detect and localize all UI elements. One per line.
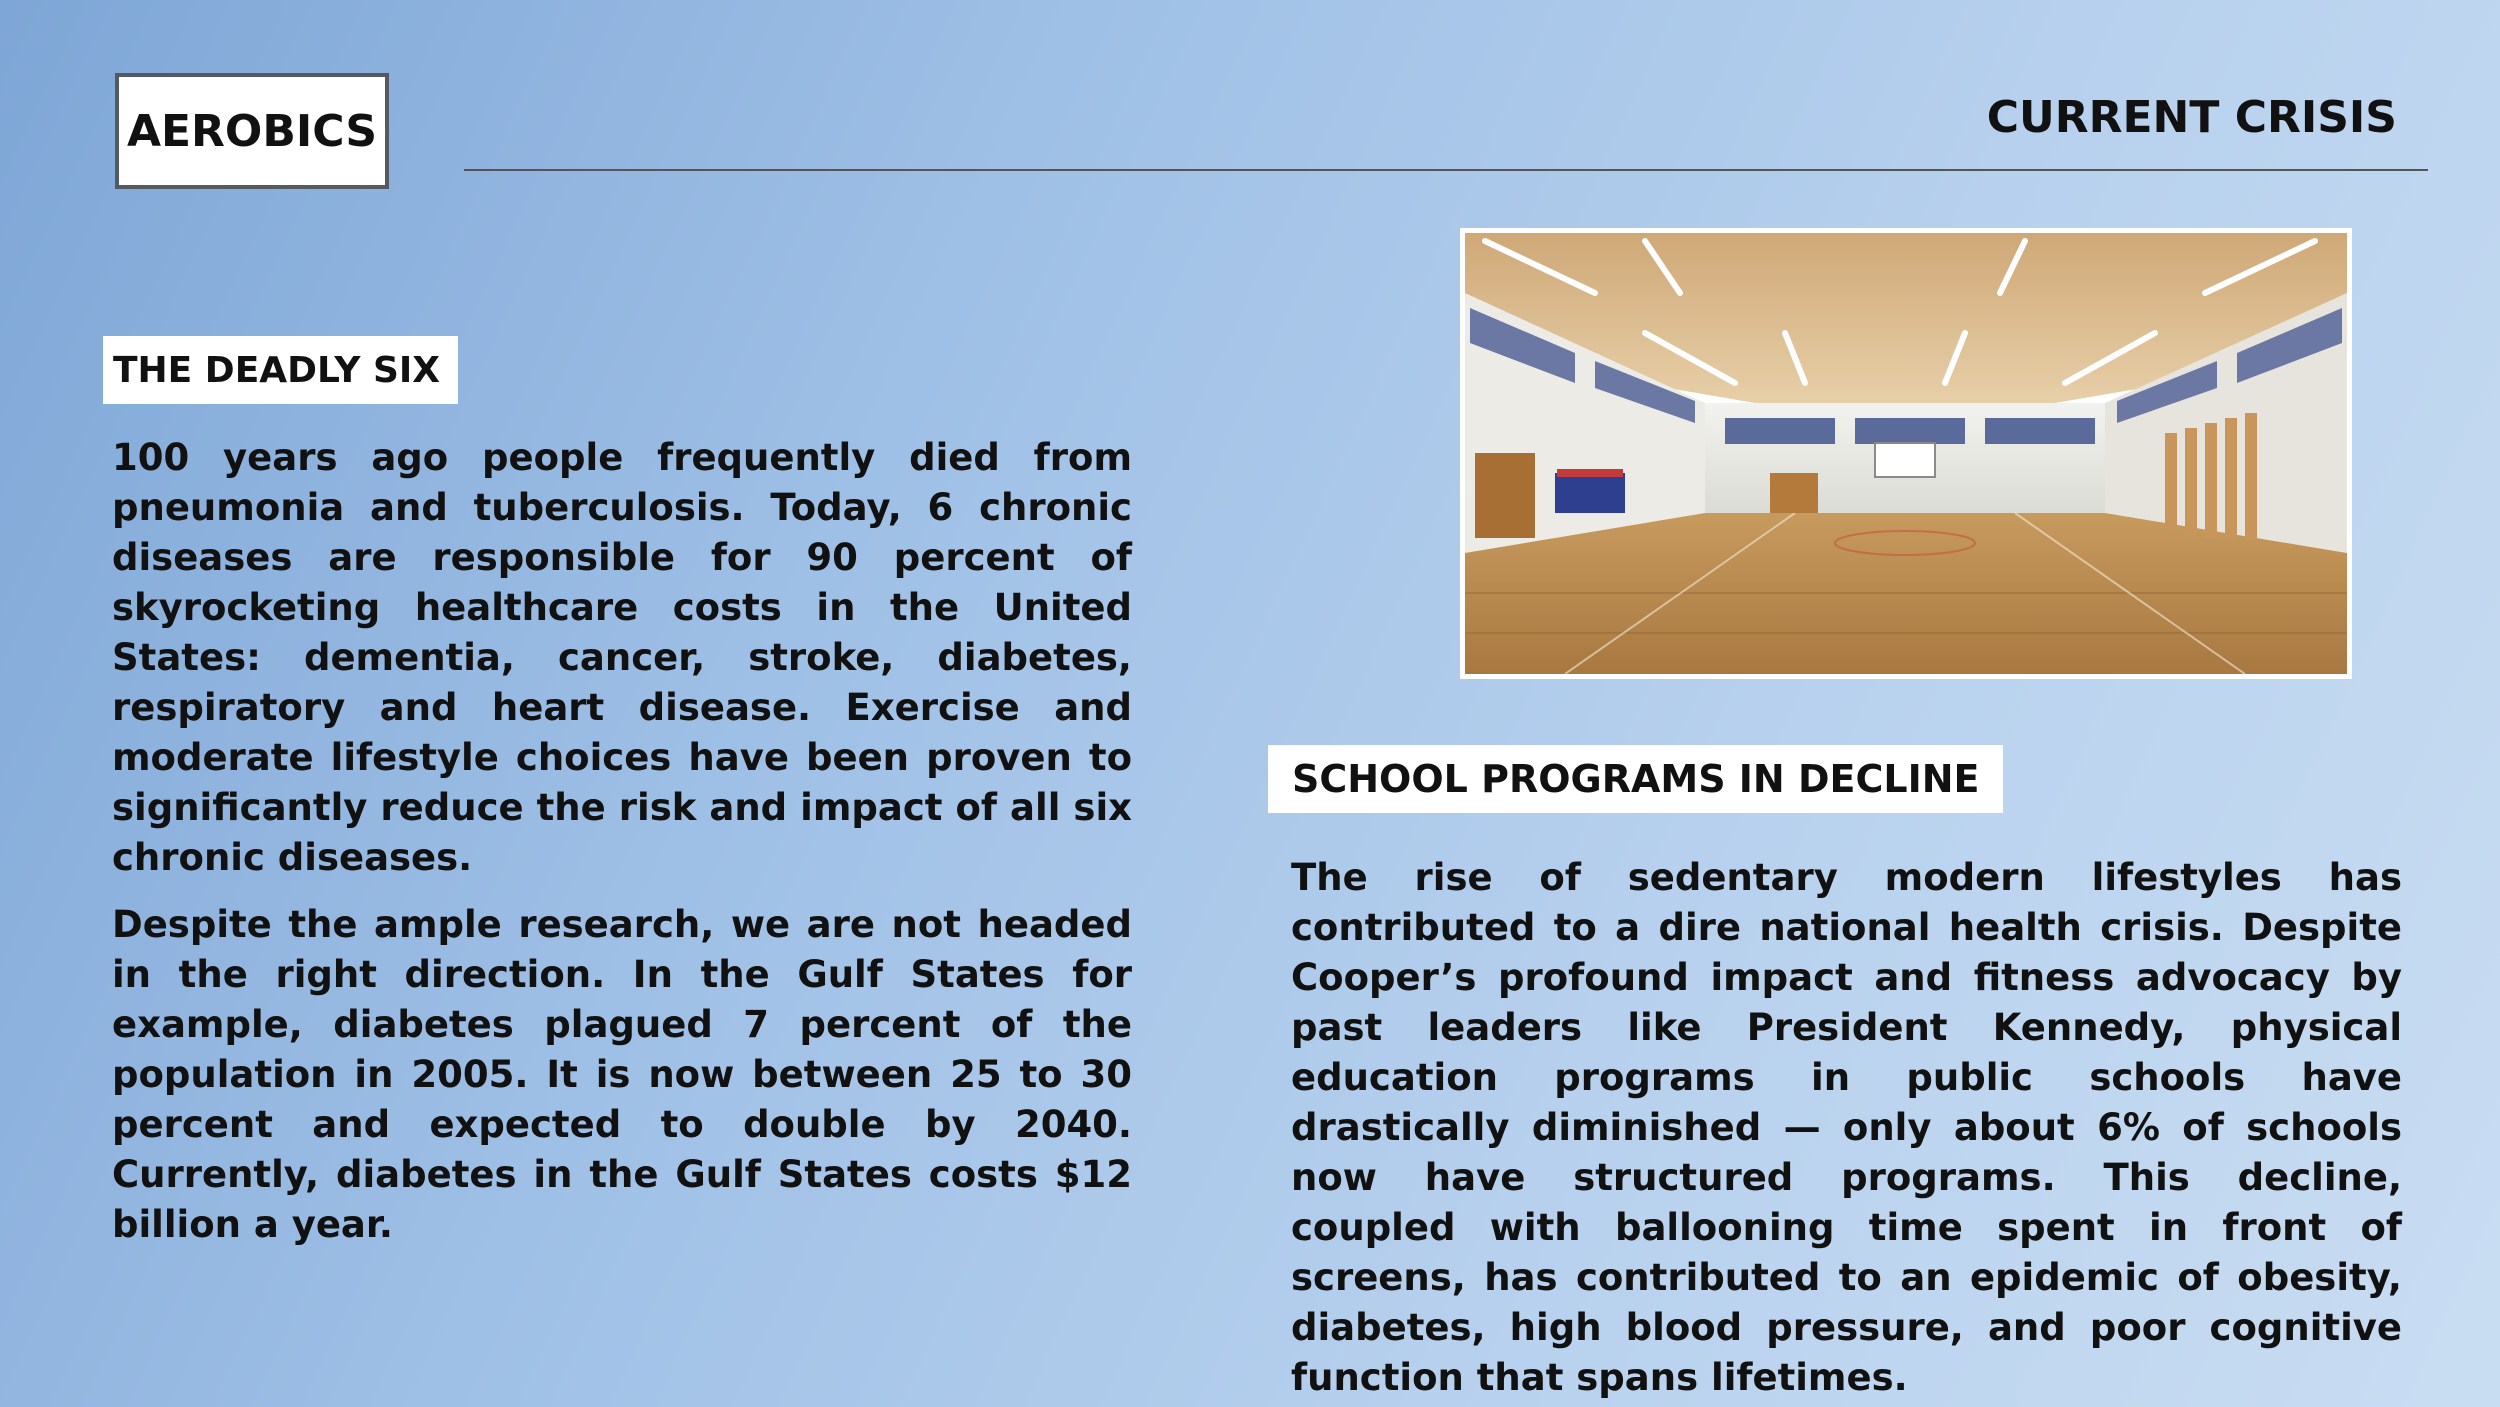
school-programs-paragraph: The rise of sedentary modern lifestyles has contributed to a dire national health crisis. Despite Cooper’s profound impact and fitness advocacy by past leaders like President Kennedy, physical education programs in public schools have drastically diminished — only about 6% of schools now have structured programs. This decline, coupled with ballooning time spent in front of screens, has contributed to an epidemic of obesity, diabetes, high blood pressure, and poor cognitive function that spans lifetimes. xyxy=(1291,856,2402,1399)
deadly-six-paragraph-1: 100 years ago people frequently died from pneumonia and tuberculosis. Today, 6 chronic diseases are responsible for 90 percent of skyrocketing healthcare costs in the United States: dementia, cancer, stroke, diabetes, respiratory and heart disease. Exercise and moderate lifestyle choices have been proven to significantly reduce the risk and impact of all six chronic diseases. xyxy=(112,436,1132,879)
section-label-deadly-six: THE DEADLY SIX xyxy=(103,336,458,404)
header-divider xyxy=(464,169,2428,171)
gymnasium-photo xyxy=(1460,228,2352,679)
aerobics-logo xyxy=(115,73,389,189)
deadly-six-paragraph-2: Despite the ample research, we are not headed in the right direction. In the Gulf States for example, diabetes plagued 7 percent of the population in 2005. It is now between 25 to 30 percent and expected to double by 2040. Currently, diabetes in the Gulf States costs $12 billion a year. xyxy=(112,903,1132,1246)
page-title: CURRENT CRISIS xyxy=(1986,92,2397,143)
section-label-school-programs: SCHOOL PROGRAMS IN DECLINE xyxy=(1268,745,2003,813)
logo-text: AEROBICS xyxy=(126,105,378,157)
